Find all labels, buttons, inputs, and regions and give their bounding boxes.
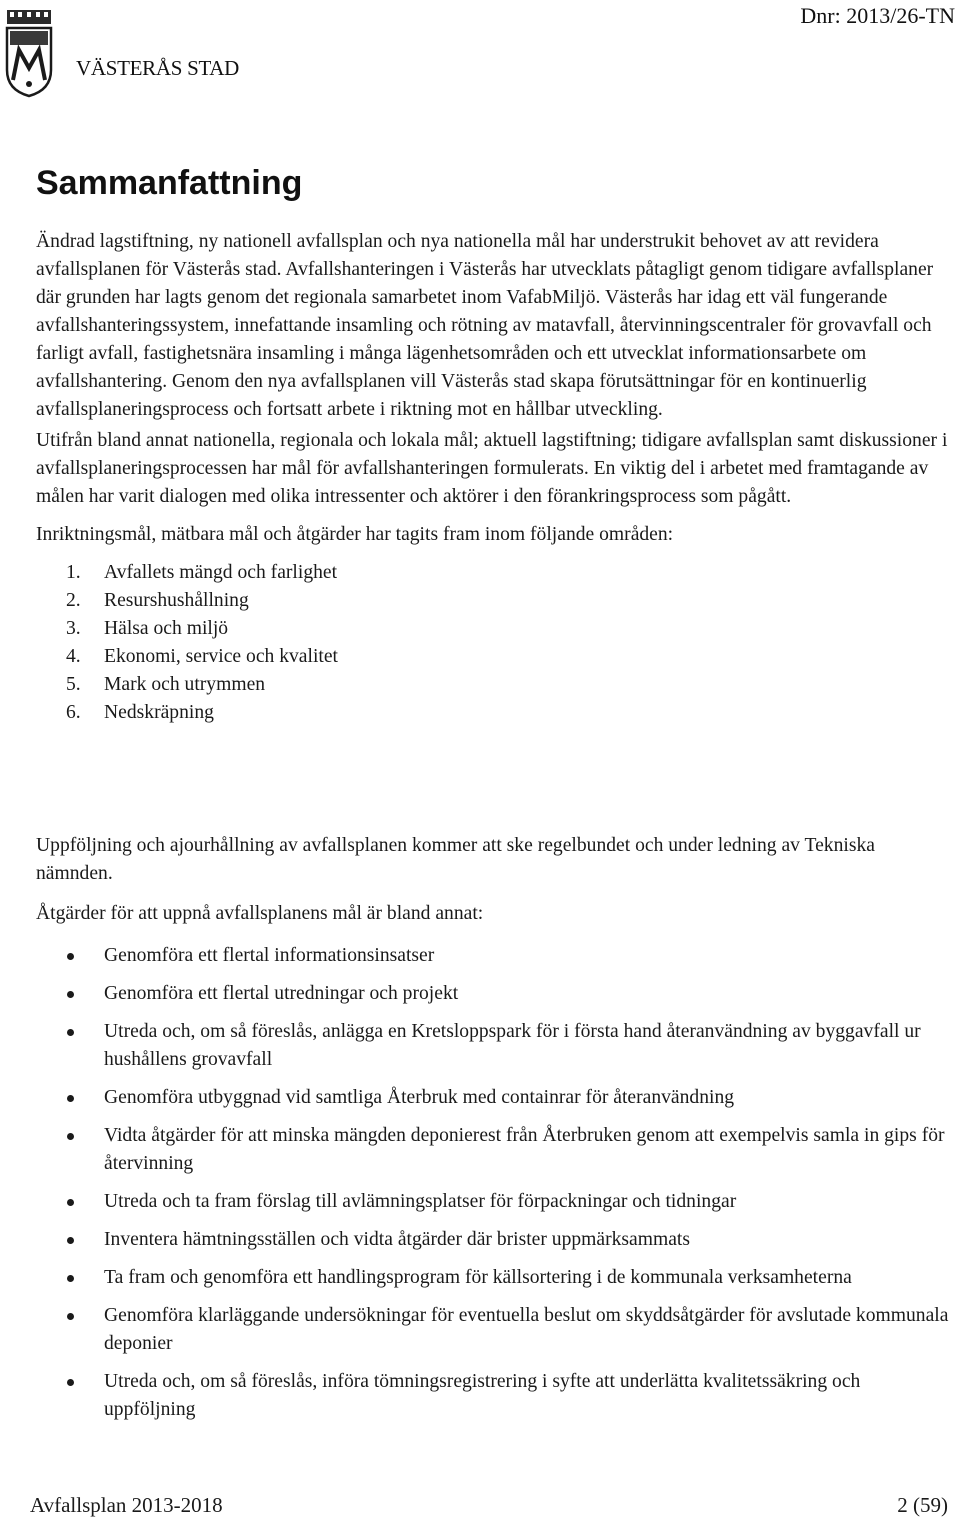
list-item xyxy=(36,671,950,699)
list-item-label: Utreda och ta fram förslag till avlämningsplatser för förpackningar och tidningar xyxy=(104,1191,737,1212)
actions-section xyxy=(36,832,950,1434)
bullet-icon xyxy=(67,953,74,960)
list-item xyxy=(36,942,950,970)
list-item xyxy=(36,1264,950,1292)
list-item xyxy=(36,1122,950,1178)
bullet-icon xyxy=(67,1095,74,1102)
paragraph-actions-intro: Åtgärder för att uppnå avfallsplanens mål är bland annat: xyxy=(36,903,484,924)
list-item-label: Ekonomi, service och kvalitet xyxy=(104,646,338,667)
list-item-label: Inventera hämtningsställen och vidta åtgärder där brister uppmärksammats xyxy=(104,1229,690,1250)
list-item-label: Vidta åtgärder för att minska mängden deponierest från Återbruken genom att exempelvis samla in gips för återvinning xyxy=(104,1125,945,1174)
summary-body xyxy=(36,228,950,727)
list-item-label: Mark och utrymmen xyxy=(104,674,266,695)
list-item-number: 2. xyxy=(66,590,81,611)
list-item-number: 4. xyxy=(66,646,81,667)
list-item-number: 3. xyxy=(66,618,81,639)
list-item-label: Genomföra klarläggande undersökningar för eventuella beslut om skyddsåtgärder för avslutade kommunala deponier xyxy=(104,1305,949,1354)
list-item xyxy=(36,1188,950,1216)
document-number: Dnr: 2013/26-TN xyxy=(800,3,955,28)
list-item xyxy=(36,643,950,671)
bullet-icon xyxy=(67,1379,74,1386)
paragraph-followup: Uppföljning och ajourhållning av avfallsplanen kommer att ske regelbundet och under ledning av Tekniska nämnden. xyxy=(36,835,875,884)
list-item-label: Genomföra utbyggnad vid samtliga Återbruk med containrar för återanvändning xyxy=(104,1087,735,1108)
list-item xyxy=(36,1368,950,1424)
actions-list xyxy=(36,942,950,1424)
bullet-icon xyxy=(67,991,74,998)
list-item xyxy=(36,559,950,587)
list-item xyxy=(36,1084,950,1112)
list-item-label: Ta fram och genomföra ett handlingsprogram för källsortering i de kommunala verksamheterna xyxy=(104,1267,852,1288)
bullet-icon xyxy=(67,1029,74,1036)
list-item xyxy=(36,1018,950,1074)
bullet-icon xyxy=(67,1133,74,1140)
list-item-label: Nedskräpning xyxy=(104,702,214,723)
vasteras-coat-of-arms-icon xyxy=(4,8,54,98)
bullet-icon xyxy=(67,1275,74,1282)
page-title: Sammanfattning xyxy=(36,164,303,202)
list-item-label: Hälsa och miljö xyxy=(104,618,229,639)
list-item-label: Avfallets mängd och farlighet xyxy=(104,562,338,583)
paragraph-goals: Utifrån bland annat nationella, regionala och lokala mål; aktuell lagstiftning; tidigare avfallsplan samt diskussioner i avfallsplaneringsprocessen har mål för avfallshanteringen formulerats. En viktig del i arbetet med framtagande av målen har varit dialogen med olika intressenter och aktörer i den förankringsprocess som pågått. xyxy=(36,430,948,507)
list-item xyxy=(36,699,950,727)
list-item xyxy=(36,980,950,1008)
list-item-label: Utreda och, om så föreslås, anlägga en Kretsloppspark för i första hand återanvändning av byggavfall ur hushållens grovavfall xyxy=(104,1021,921,1070)
paragraph-areas-intro: Inriktningsmål, mätbara mål och åtgärder har tagits fram inom följande områden: xyxy=(36,524,674,545)
list-item-label: Genomföra ett flertal utredningar och projekt xyxy=(104,983,459,1004)
paragraph-intro: Ändrad lagstiftning, ny nationell avfallsplan och nya nationella mål har understrukit behovet av att revidera avfallsplanen för Västerås stad. Avfallshanteringen i Västerås har utvecklats påtagligt genom tidigare avfallsplaner där grunden har lagts genom det regionala samarbetet inom VafabMiljö. Västerås har idag ett väl fungerande avfallshanteringssystem, innefattande insamling och rötning av matavfall, återvinningscentraler för grovavfall och farligt avfall, fastighetsnära insamling i många lägenhetsområden och ett utvecklat informationsarbete om avfallshantering. Genom den nya avfallsplanen vill Västerås stad skapa förutsättningar för en kontinuerlig avfallsplaneringsprocess och fortsatt arbete i riktning mot en hållbar utveckling. xyxy=(36,231,934,420)
list-item xyxy=(36,1226,950,1254)
list-item xyxy=(36,587,950,615)
bullet-icon xyxy=(67,1237,74,1244)
list-item xyxy=(36,615,950,643)
list-item-number: 1. xyxy=(66,562,81,583)
bullet-icon xyxy=(67,1199,74,1206)
list-item-number: 6. xyxy=(66,702,81,723)
list-item xyxy=(36,1302,950,1358)
organization-name: VÄSTERÅS STAD xyxy=(76,56,240,80)
bullet-icon xyxy=(67,1313,74,1320)
list-item-label: Genomföra ett flertal informationsinsatser xyxy=(104,945,435,966)
list-item-label: Utreda och, om så föreslås, införa tömningsregistrering i syfte att underlätta kvalitetssäkring och uppföljning xyxy=(104,1371,861,1420)
list-item-number: 5. xyxy=(66,674,81,695)
footer-page-number: 2 (59) xyxy=(897,1493,948,1517)
list-item-label: Resurshushållning xyxy=(104,590,249,611)
footer-document-title: Avfallsplan 2013-2018 xyxy=(30,1493,223,1517)
focus-areas-list xyxy=(36,559,950,727)
